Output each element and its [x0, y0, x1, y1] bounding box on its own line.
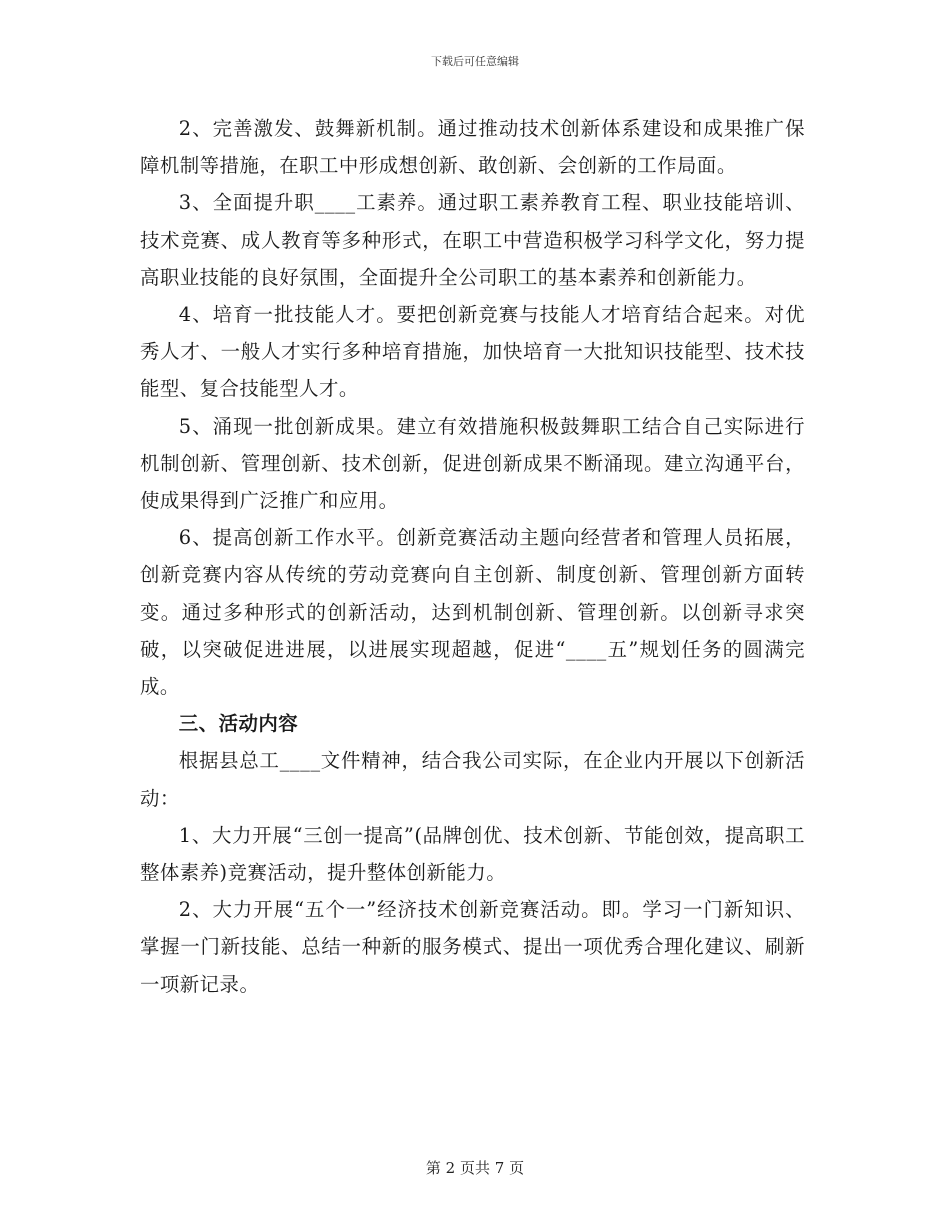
paragraph-activity-2: 2、大力开展“五个一”经济技术创新竞赛活动。即。学习一门新知识、掌握一门新技能、总结一种新的服务模式、提出一项优秀合理化建议、刷新一项新记录。 — [140, 898, 805, 996]
section-heading-activity-content: 三、活动内容 — [178, 712, 299, 736]
paragraph-intro: 根据县总工____文件精神，结合我公司实际，在企业内开展以下创新活动： — [140, 749, 805, 810]
paragraph-item-2: 2、完善激发、鼓舞新机制。通过推动技术创新体系建设和成果推广保障机制等措施，在职工中形成想创新、敢创新、会创新的工作局面。 — [140, 117, 805, 178]
paragraph-item-6: 6、提高创新工作水平。创新竞赛活动主题向经营者和管理人员拓展，创新竞赛内容从传统的劳动竞赛向自主创新、制度创新、管理创新方面转变。通过多种形式的创新活动，达到机制创新、管理创新。以创新寻求突破，以突破促进进展，以进展实现超越，促进“____五”规划任务的圆满完成。 — [140, 526, 805, 699]
paragraph-item-5: 5、涌现一批创新成果。建立有效措施积极鼓舞职工结合自己实际进行机制创新、管理创新、技术创新，促进创新成果不断涌现。建立沟通平台，使成果得到广泛推广和应用。 — [140, 414, 805, 513]
paragraph-item-4: 4、培育一批技能人才。要把创新竞赛与技能人才培育结合起来。对优秀人才、一般人才实行多种培育措施，加快培育一大批知识技能型、技术技能型、复合技能型人才。 — [140, 303, 805, 401]
document-body — [140, 110, 805, 1003]
paragraph-item-3: 3、全面提升职____工素养。通过职工素养教育工程、职业技能培训、技术竞赛、成人教育等多种形式，在职工中营造积极学习科学文化，努力提高职业技能的良好氛围，全面提升全公司职工的基本素养和创新能力。 — [140, 191, 805, 289]
page-header: 下载后可任意编辑 — [431, 55, 519, 68]
paragraph-activity-1: 1、大力开展“三创一提高”(品牌创优、技术创新、节能创效，提高职工整体素养)竞赛活动，提升整体创新能力。 — [140, 823, 805, 885]
page-footer: 第 2 页共 7 页 — [425, 1159, 525, 1177]
